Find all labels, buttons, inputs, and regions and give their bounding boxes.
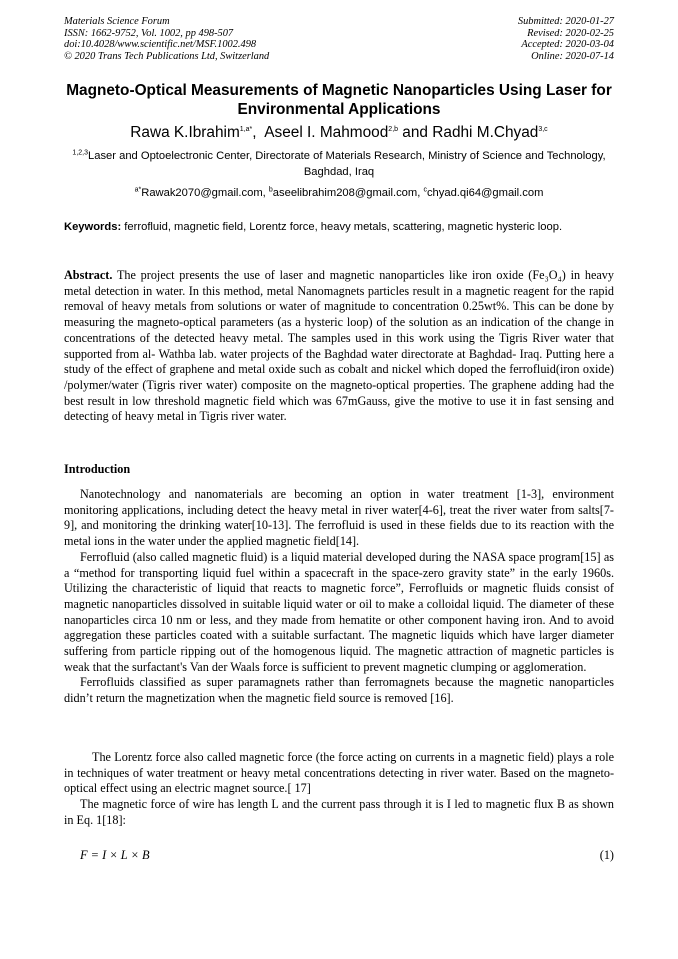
paragraph: The magnetic force of wire has length L and the current pass through it is I led to magnetic flux B as shown in Eq. 1[18]: <box>64 797 614 827</box>
author-separator: and <box>398 124 433 141</box>
paragraph: Ferrofluid (also called magnetic fluid) is a liquid material developed during the NASA space program[15] as a “method for transporting liquid fuel within a spacecraft in the space-zero gravity state” in the early 1960s. Utilizing the characteristic of liquid that reacts to magnetic force”, Ferrofluids or magnetic fluids consist of magnetic nanoparticles dissolved in suitable liquid water or oil to make a colloidal liquid. The diameter of these nanoparticles circa 10 nm or less, and they made from hematite or other component having iron. And to avoid aggregation these particles coated with a suitable surfactant. The magnetic liquids which have larger diameter suffering from particle ripping out of the homogenous liquid. The magnetic attraction of magnetic particles is weak that the surfactant's Van der Waals force is sufficient to prevent magnetic clumping or agglomeration. <box>64 549 614 674</box>
journal-copyright: © 2020 Trans Tech Publications Ltd, Switzerland <box>64 50 270 62</box>
author-superscript: 2,b <box>388 125 399 133</box>
equation: F = I × L × B <box>80 848 150 862</box>
paper-title: Magneto-Optical Measurements of Magnetic Nanoparticles Using Laser for Environmental Applications <box>66 82 612 118</box>
introduction-body <box>64 487 614 707</box>
journal-header-right <box>518 16 614 62</box>
author-superscript: 3,c <box>538 125 548 133</box>
date-revised: Revised: 2020-02-25 <box>527 27 614 39</box>
author-name: Radhi M.Chyad <box>432 124 539 141</box>
author-superscript: 1,a* <box>239 125 253 133</box>
keywords-label: Keywords: <box>64 221 122 233</box>
affiliation <box>60 149 618 180</box>
date-submitted: Submitted: 2020-01-27 <box>517 16 614 27</box>
author-list <box>40 123 638 143</box>
abstract-label: Abstract. <box>64 268 113 282</box>
section-heading-introduction: Introduction <box>64 462 131 476</box>
email-superscript: b <box>268 186 273 194</box>
lorentz-body <box>64 750 614 829</box>
email-list <box>40 186 638 200</box>
author-name: Aseel I. Mahmood <box>264 124 389 141</box>
keywords <box>64 220 614 235</box>
email-separator: , <box>262 187 269 199</box>
affiliation-superscript: 1,2,3 <box>72 149 88 157</box>
abstract-text: The project presents the use of laser and magnetic nanoparticles like iron oxide (Fe₃O₄) in heavy metal detection in water. In this method, metal Nanomagnets particles result in a magnetic reagent for the rapid removal of heavy metals from solutions or water of magnitude to concentration 0.25wt%. This can be done by measuring the magneto-optical parameters (as a hysteric loop) of the solution as an indication of the change in concentrations of the detected heavy metal. The samples used in this work using the Tigris River water that supported from al- Wathba lab. water projects of the Baghdad water directorate at Baghdad- Iraq. Putting here a study of the effect of graphene and metal oxide such as cobalt and nickel which doped the ferrofluid(iron oxide) /polymer/water (Tigris river water) composite on the magneto-optical properties. The graphene adding had the best result in low threshold magnetic field which was 67mGauss, give the motive to use it in fast sensing and detecting of heavy metal in Tigris river water. <box>64 268 614 424</box>
email-link[interactable]: chyad.qi64@gmail.com <box>426 187 544 199</box>
keywords-text: ferrofluid, magnetic field, Lorentz force, heavy metals, scattering, magnetic hysteric loop. <box>121 221 563 233</box>
author-name: Rawa K.Ibrahim <box>130 124 240 141</box>
email-superscript: a* <box>134 186 142 194</box>
affiliation-text: Laser and Optoelectronic Center, Directorate of Materials Research, Ministry of Science and Technology, Baghdad, Iraq <box>88 150 606 178</box>
journal-name: Materials Science Forum <box>64 16 170 27</box>
author-separator: , <box>252 124 265 141</box>
journal-header-left <box>64 16 269 62</box>
paragraph: Nanotechnology and nanomaterials are becoming an option in water treatment [1-3], environment monitoring applications, including detect the heavy metal in river water[4-6], treat the river water from salts[7-9], and monitoring the drinking water[10-13]. The ferrofluid is used in these fields due to its reaction with the metal ions in the water under the applied magnetic field[14]. <box>64 487 614 549</box>
email-separator: , <box>417 187 424 199</box>
paragraph: The Lorentz force also called magnetic force (the force acting on currents in a magnetic field) plays a role in techniques of water treatment or heavy metal concentrations detecting in river water. Based on the magneto-optical effect using an electric magnet source.[ 17] <box>64 750 614 796</box>
email-link[interactable]: aseelibrahim208@gmail.com <box>272 187 418 199</box>
paragraph: Ferrofluids classified as super paramagnets rather than ferromagnets because the magnetic nanoparticles didn’t return the magnetization when the magnetic field source is removed [16]. <box>64 675 614 706</box>
email-superscript: c <box>423 186 427 194</box>
journal-doi: doi:10.4028/www.scientific.net/MSF.1002.498 <box>64 39 257 51</box>
abstract <box>64 268 614 425</box>
equation-number: (1) <box>599 848 614 862</box>
journal-issn: ISSN: 1662-9752, Vol. 1002, pp 498-507 <box>64 27 234 39</box>
email-link[interactable]: Rawak2070@gmail.com <box>141 187 263 199</box>
date-accepted: Accepted: 2020-03-04 <box>521 39 614 51</box>
date-online: Online: 2020-07-14 <box>531 50 614 62</box>
